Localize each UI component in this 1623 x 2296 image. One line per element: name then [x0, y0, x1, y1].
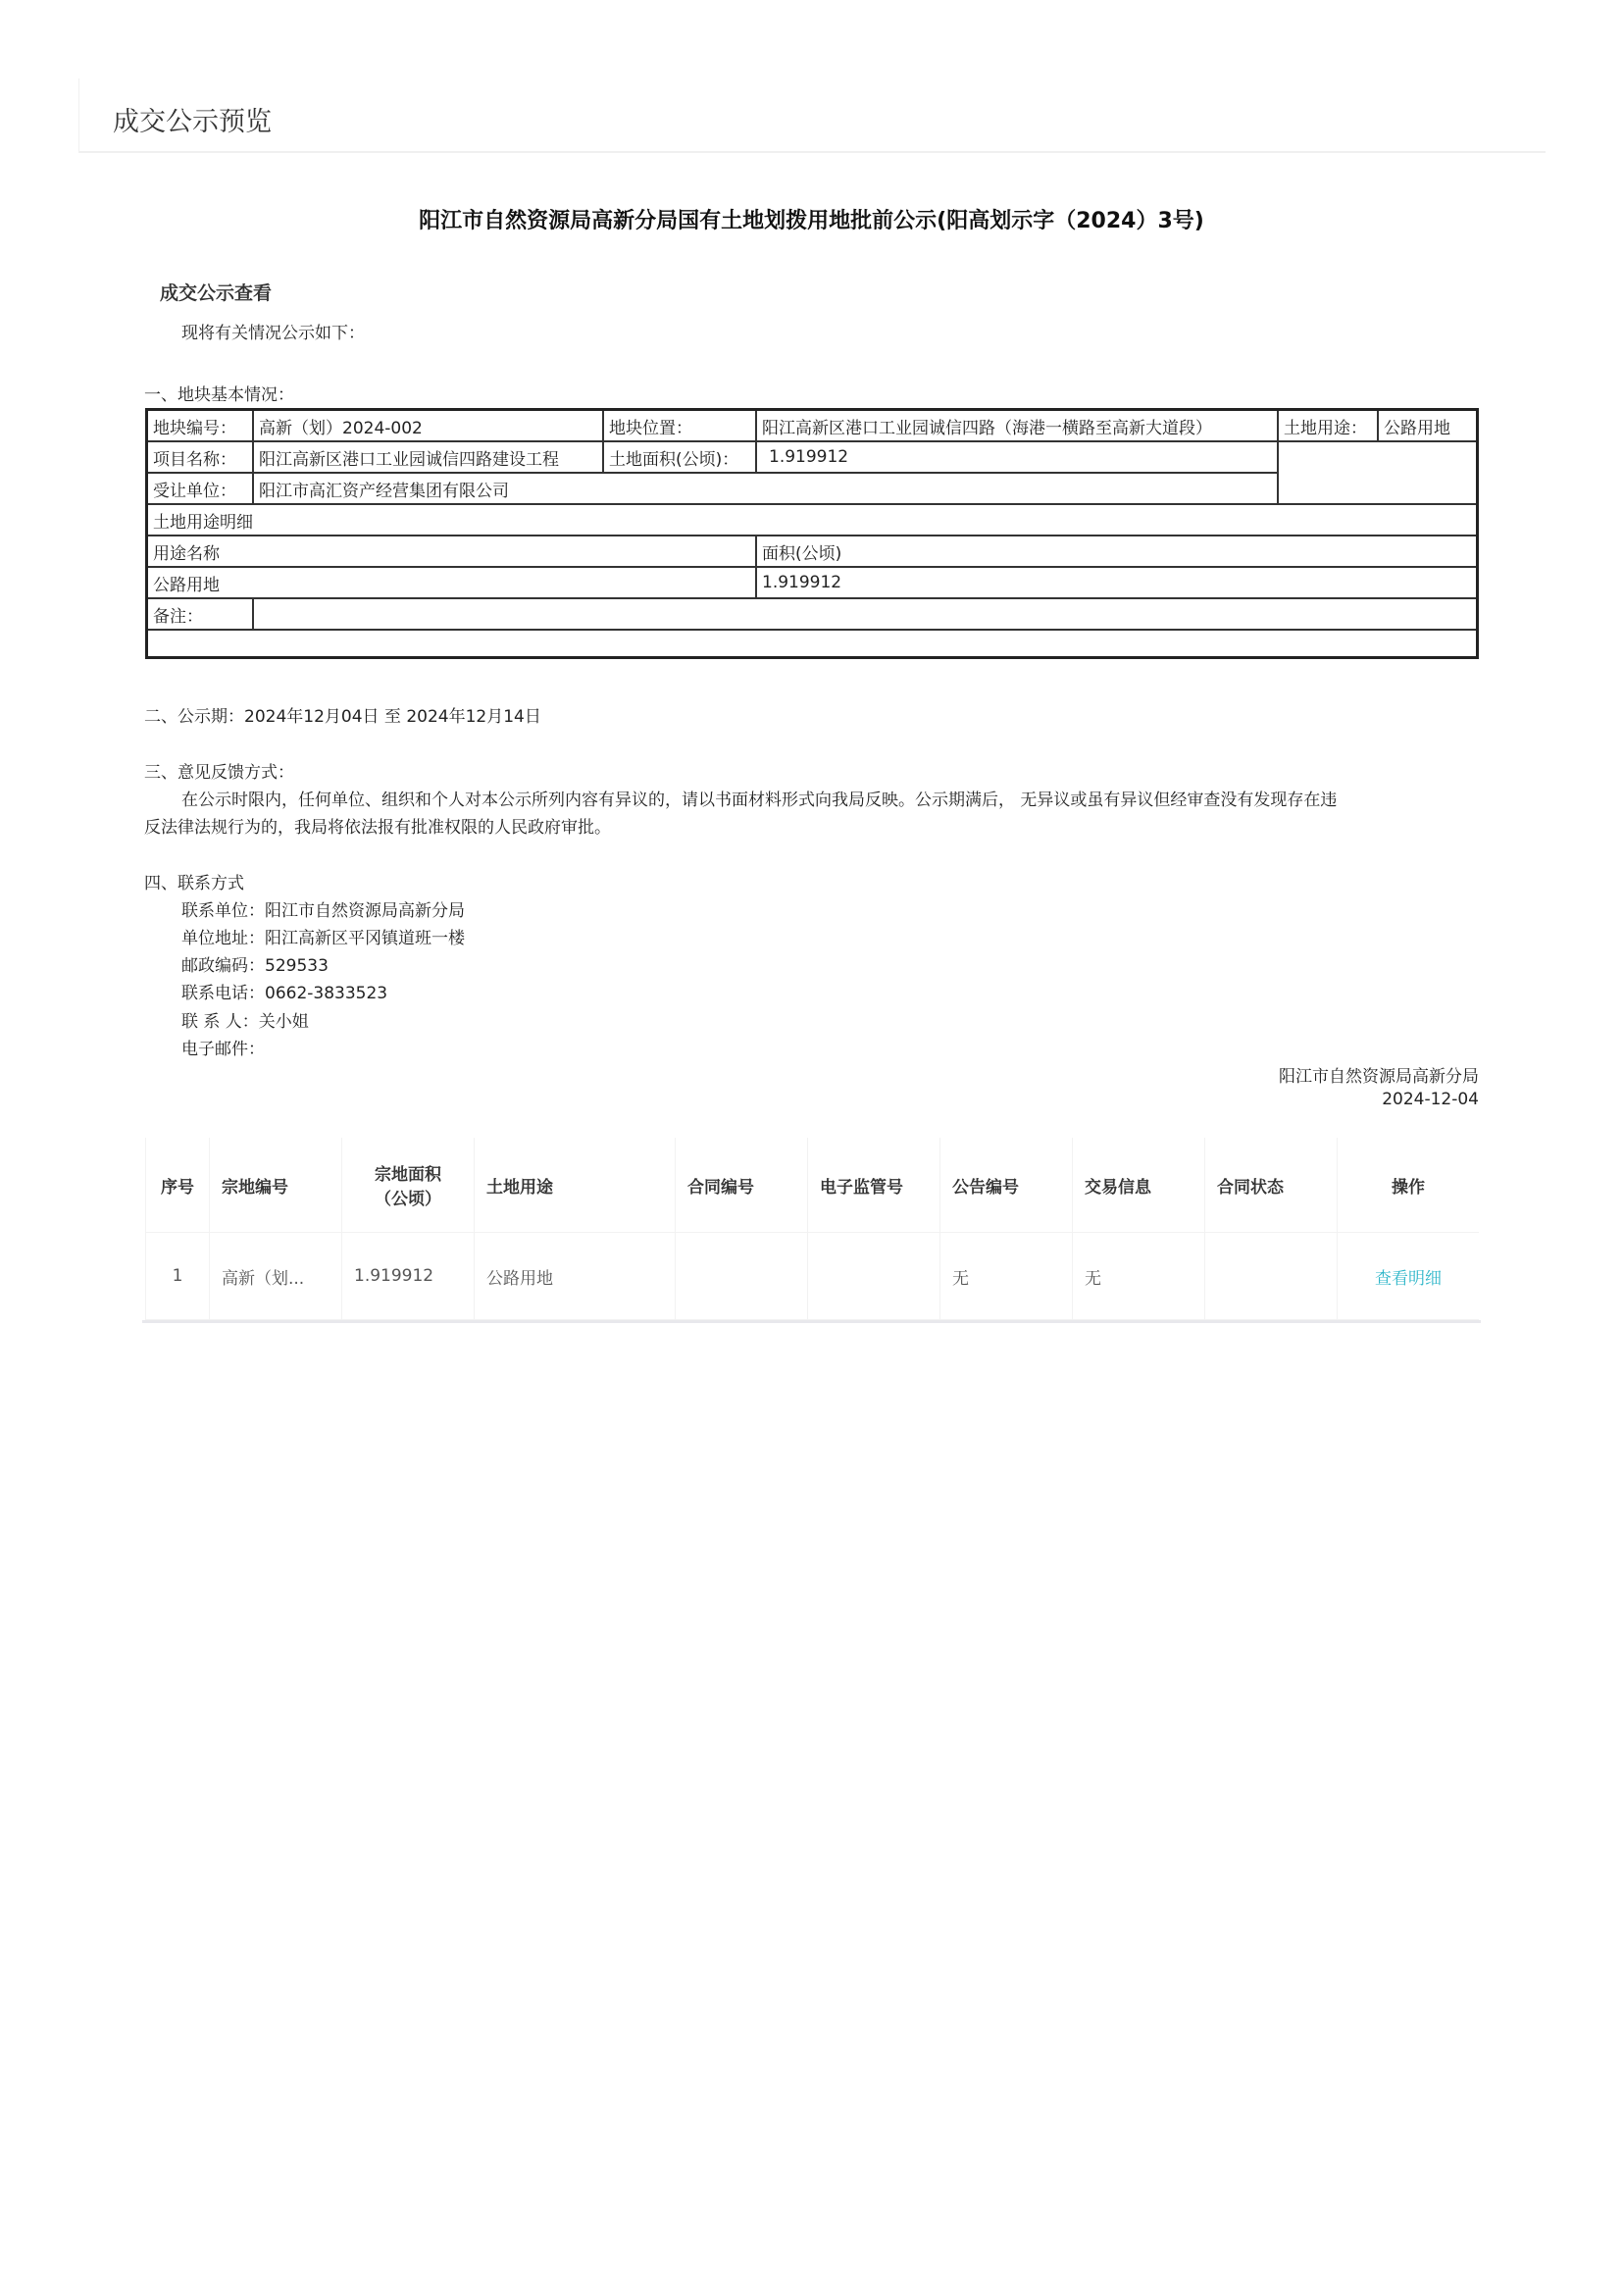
contact-postcode: 邮政编码：529533 [181, 956, 329, 976]
col-notice-no: 公告编号 [940, 1138, 1073, 1233]
detail-row-name: 公路用地 [147, 567, 757, 598]
cell-index: 1 [146, 1233, 210, 1320]
location-label: 地块位置： [603, 410, 756, 442]
cell-land-use: 公路用地 [475, 1233, 676, 1320]
col-contract-no: 合同编号 [676, 1138, 808, 1233]
empty-cell [1278, 441, 1478, 504]
detail-heading: 土地用途明细 [147, 504, 1478, 536]
col-area-line1: 宗地面积 [375, 1165, 441, 1185]
part3-heading: 三、意见反馈方式： [144, 763, 294, 783]
cell-notice-no: 无 [940, 1233, 1073, 1320]
cell-contract-no [676, 1233, 808, 1320]
part3-line1: 在公示时限内，任何单位、组织和个人对本公示所列内容有异议的，请以书面材料形式向我局反映。公示期满后， 无异议或虽有异议但经审查没有发现存在违 [181, 791, 1338, 810]
area-value: 1.919912 [756, 441, 1278, 473]
parcel-no-value: 高新（划）2024-002 [253, 410, 603, 442]
cell-trade-info: 无 [1073, 1233, 1205, 1320]
contact-unit: 联系单位：阳江市自然资源局高新分局 [181, 901, 465, 921]
land-use-label: 土地用途： [1278, 410, 1378, 442]
col-index: 序号 [146, 1138, 210, 1233]
detail-row-area: 1.919912 [756, 567, 1478, 598]
view-detail-link[interactable]: 查看明细 [1375, 1268, 1442, 1289]
col-area [342, 1138, 475, 1233]
remark-value [253, 598, 1478, 630]
result-table-container [142, 1138, 1481, 1323]
project-value: 阳江高新区港口工业园诚信四路建设工程 [253, 441, 603, 473]
table-row [146, 1233, 1480, 1320]
assignee-value: 阳江市高汇资产经营集团有限公司 [253, 473, 1278, 504]
part1-heading: 一、地块基本情况： [144, 385, 294, 405]
detail-col-name: 用途名称 [147, 536, 757, 567]
section-heading: 成交公示查看 [160, 282, 273, 304]
page-header [78, 78, 1546, 153]
intro-text: 现将有关情况公示如下： [181, 324, 365, 343]
area-label: 土地面积(公顷)： [603, 441, 756, 473]
contact-email: 电子邮件： [181, 1040, 265, 1059]
part3-line2: 反法律法规行为的，我局将依法报有批准权限的人民政府审批。 [144, 818, 611, 838]
col-parcel-no: 宗地编号 [210, 1138, 342, 1233]
contact-person: 联 系 人：关小姐 [181, 1012, 309, 1032]
cell-parcel-no: 高新（划... [210, 1233, 342, 1320]
document-title: 阳江市自然资源局高新分局国有土地划拨用地批前公示(阳高划示字（2024）3号) [419, 209, 1204, 233]
project-label: 项目名称： [147, 441, 254, 473]
remark-label: 备注： [147, 598, 254, 630]
parcel-no-label: 地块编号： [147, 410, 254, 442]
land-use-value: 公路用地 [1378, 410, 1478, 442]
page-title: 成交公示预览 [113, 107, 272, 137]
cell-contract-status [1205, 1233, 1338, 1320]
cell-action [1338, 1233, 1480, 1320]
contact-phone: 联系电话：0662-3833523 [181, 984, 388, 1003]
location-value: 阳江高新区港口工业园诚信四路（海港一横路至高新大道段） [756, 410, 1278, 442]
col-action: 操作 [1338, 1138, 1480, 1233]
assignee-label: 受让单位： [147, 473, 254, 504]
cell-supervision-no [808, 1233, 940, 1320]
part2-period: 二、公示期：2024年12月04日 至 2024年12月14日 [144, 707, 541, 727]
col-trade-info: 交易信息 [1073, 1138, 1205, 1233]
detail-col-area: 面积(公顷) [756, 536, 1478, 567]
col-supervision-no: 电子监管号 [808, 1138, 940, 1233]
signature-org: 阳江市自然资源局高新分局 [1279, 1067, 1479, 1087]
result-table [145, 1138, 1479, 1320]
col-contract-status: 合同状态 [1205, 1138, 1338, 1233]
signature-date: 2024-12-04 [1382, 1090, 1479, 1109]
parcel-info-table [145, 408, 1479, 659]
contact-address: 单位地址：阳江高新区平冈镇道班一楼 [181, 929, 465, 948]
empty-row [147, 630, 1478, 658]
col-land-use: 土地用途 [475, 1138, 676, 1233]
cell-area: 1.919912 [342, 1233, 475, 1320]
part4-heading: 四、联系方式 [144, 874, 244, 893]
col-area-line2: （公顷） [375, 1190, 441, 1209]
